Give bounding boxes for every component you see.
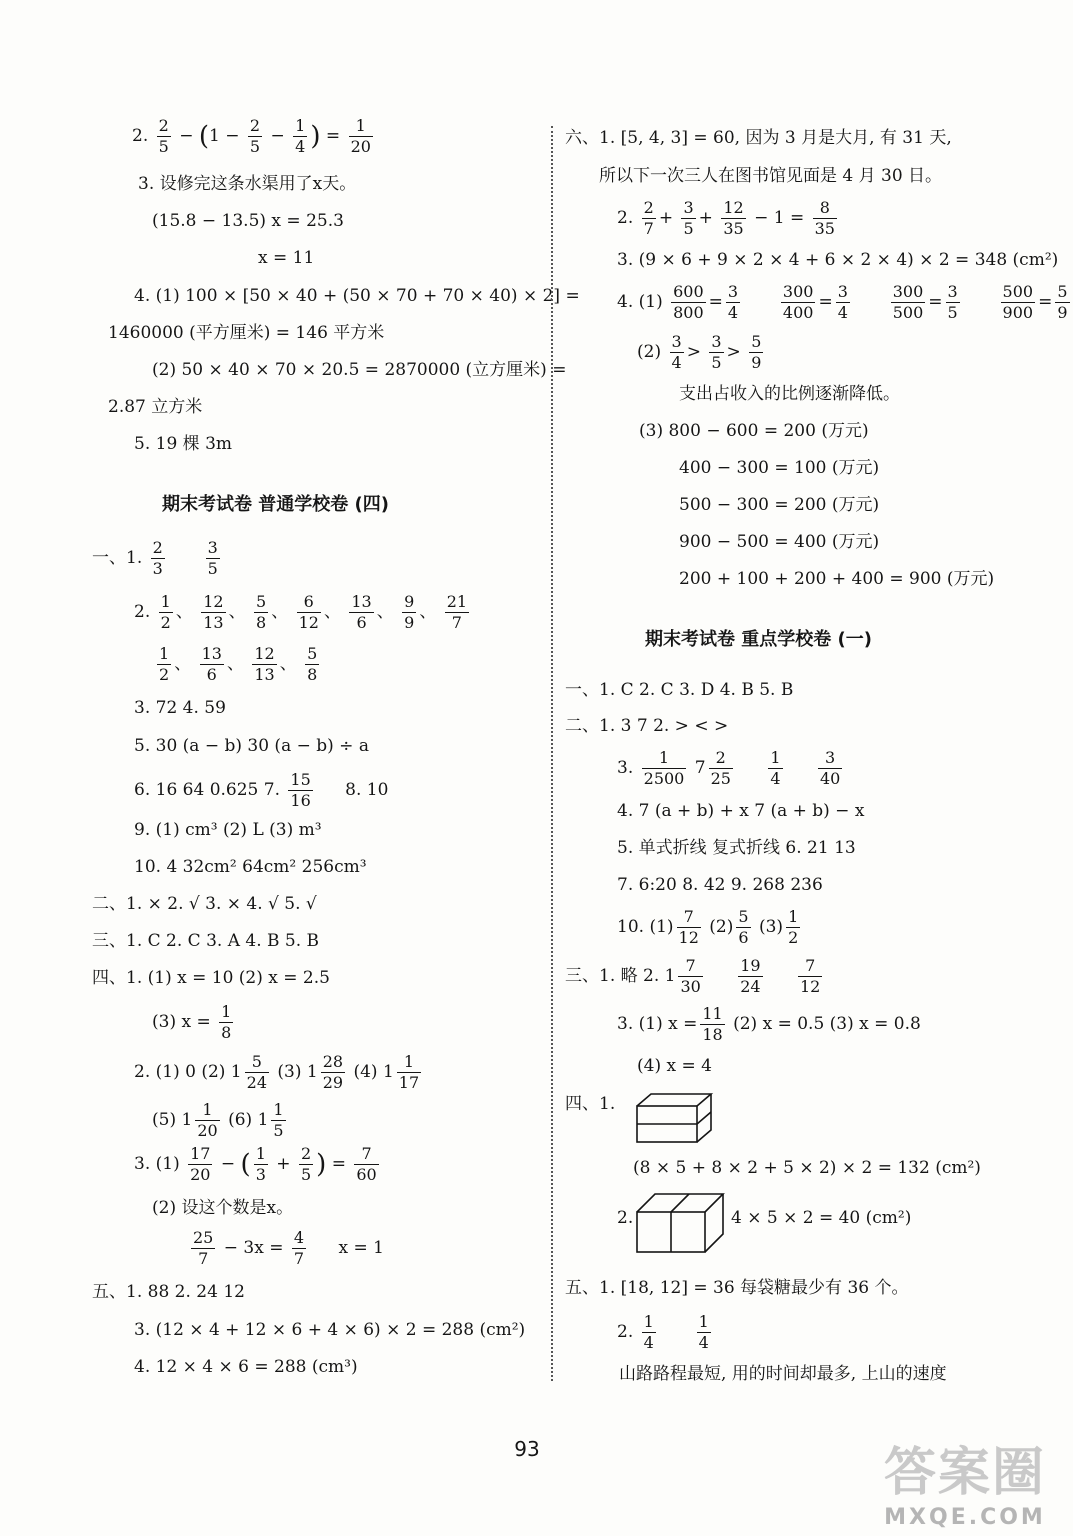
answer-line: (5) 1 $\frac{1}{20}$ (6) 1 $\frac{1}{5}$ (152, 1100, 284, 1140)
answer-line: 7. 6:20 8. 42 9. 268 236 (617, 875, 823, 895)
answer-line: (4) x = 4 (637, 1056, 712, 1076)
answer-line: (3) 800 − 600 = 200 (万元) (639, 421, 869, 441)
fraction: $\frac{2}{3}$ (152, 538, 163, 578)
answer-line: 2. $\frac{1}{4}$ $\frac{1}{4}$ (617, 1312, 709, 1352)
answer-line: 2. $\frac{1}{2}$ 、 $\frac{12}{13}$ 、 $\frac{5}{8}$ 、 $\frac{6}{12}$ 、 $\frac{13}{6}$ 、 $\frac{9}{9}$ 、 $\frac{21}{7}$ (134, 592, 468, 632)
section-title: 期末考试卷 普通学校卷 (四) (162, 494, 389, 515)
answer-line: 10. 4 32cm² 64cm² 256cm³ (134, 857, 367, 877)
answer-line: 四、1. (565, 1094, 616, 1114)
answer-line: (2) $\frac{3}{4}$ > $\frac{3}{5}$ > $\frac{5}{9}$ (637, 332, 762, 372)
cuboid-figure (635, 1190, 725, 1254)
answer-line: 900 − 500 = 400 (万元) (679, 532, 880, 552)
answer-line: 4. (1) $\frac{600}{800}$ = $\frac{3}{4}$ $\frac{300}{400}$ = $\frac{3}{4}$ $\frac{300}{500}$ = $\frac{3}{5}$ $\frac{500}{900}$ = $\frac{5}{9}$ (617, 282, 1068, 322)
answer-line: (3) x = $\frac{1}{8}$ (152, 1002, 232, 1042)
answer-line: 3. (12 × 4 + 12 × 6 + 4 × 6) × 2 = 288 (cm²) (134, 1320, 526, 1340)
column-divider (551, 126, 553, 1381)
answer-line: 3. (1) x = $\frac{11}{18}$ (2) x = 0.5 (3) x = 0.8 (617, 1004, 921, 1044)
answer-line: 5. 30 (a − b) 30 (a − b) ÷ a (134, 736, 369, 756)
page-number: 93 (514, 1437, 540, 1461)
answer-line: 10. (1) $\frac{7}{12}$ (2) $\frac{5}{6}$ (3) $\frac{1}{2}$ (617, 907, 799, 947)
watermark-logo: 答案圈 MXQE.COM (883, 1443, 1046, 1530)
cuboid-figure (635, 1092, 715, 1144)
section-title: 期末考试卷 重点学校卷 (一) (645, 629, 872, 650)
answer-line: 六、1. [5, 4, 3] = 60, 因为 3 月是大月, 有 31 天, (565, 128, 952, 148)
answer-line: 500 − 300 = 200 (万元) (679, 495, 880, 515)
answer-line: 5. 单式折线 复式折线 6. 21 13 (617, 838, 856, 858)
answer-line: 二、1. 3 7 2. > < > (565, 716, 729, 736)
fraction: $\frac{2}{5}$ (158, 116, 169, 156)
answer-line: 三、1. 略 2. 1 $\frac{7}{30}$ $\frac{19}{24}$ $\frac{7}{12}$ (565, 956, 821, 996)
answer-line: 3. (1) $\frac{17}{20}$ − ( $\frac{1}{3}$ + $\frac{2}{5}$ ) = $\frac{7}{60}$ (134, 1144, 377, 1184)
answer-line: 4. 7 (a + b) + x 7 (a + b) − x (617, 801, 865, 821)
answer-2-equation: 2. $\frac{2}{5}$ − (1 − $\frac{2}{5}$ − $\frac{1}{4}$ ) = $\frac{1}{20}$ (132, 116, 371, 156)
answer-line: 4. (1) 100 × [50 × 40 + (50 × 70 + 70 × 40) × 2] = (134, 286, 580, 306)
answer-line: (15.8 − 13.5) x = 25.3 (152, 211, 344, 231)
answer-line: $\frac{25}{7}$ − 3x = $\frac{4}{7}$ x = 1 (193, 1228, 384, 1268)
answer-line: (8 × 5 + 8 × 2 + 5 × 2) × 2 = 132 (cm²) (633, 1158, 981, 1178)
fraction: $\frac{3}{5}$ (207, 538, 218, 578)
answer-line: $\frac{1}{2}$ 、 $\frac{13}{6}$ 、 $\frac{12}{13}$ 、 $\frac{5}{8}$ (159, 644, 318, 684)
answer-line: 3. 设修完这条水渠用了x天。 (138, 174, 357, 194)
answer-line: 所以下一次三人在图书馆见面是 4 月 30 日。 (599, 166, 943, 186)
answer-line: 6. 16 64 0.625 7. $\frac{15}{16}$ 8. 10 (134, 770, 389, 810)
answer-line: 400 − 300 = 100 (万元) (679, 458, 880, 478)
answer-line: 9. (1) cm³ (2) L (3) m³ (134, 820, 322, 840)
answer-line: 1460000 (平方厘米) = 146 平方米 (108, 323, 385, 343)
answer-line: (2) 设这个数是x。 (152, 1198, 294, 1218)
answer-line: 一、1. C 2. C 3. D 4. B 5. B (565, 680, 794, 700)
answer-line: 四、1. (1) x = 10 (2) x = 2.5 (92, 968, 330, 988)
answer-line: (2) 50 × 40 × 70 × 20.5 = 2870000 (立方厘米) = (152, 360, 567, 380)
answer-line: 支出占收入的比例逐渐降低。 (679, 384, 900, 404)
answer-line: 2. $\frac{2}{7}$ + $\frac{3}{5}$ + $\frac{12}{35}$ − 1 = $\frac{8}{35}$ (617, 198, 835, 238)
answer-line: 2. (617, 1208, 634, 1228)
answer-line: 五、1. 88 2. 24 12 (92, 1282, 245, 1302)
fraction: $\frac{1}{4}$ (295, 116, 306, 156)
answer-line: 三、1. C 2. C 3. A 4. B 5. B (92, 931, 320, 951)
fraction: $\frac{1}{20}$ (350, 116, 371, 156)
answer-line: 200 + 100 + 200 + 400 = 900 (万元) (679, 569, 995, 589)
answer-line: 3. $\frac{1}{2500}$ 7 2 25 $\frac{1}{4}$ $\frac{3}{40}$ (617, 748, 841, 788)
answer-line: 3. (9 × 6 + 9 × 2 × 4 + 6 × 2 × 4) × 2 = 348 (cm²) (617, 250, 1059, 270)
answer-line: 4 × 5 × 2 = 40 (cm²) (731, 1208, 912, 1228)
answer-line: 五、1. [18, 12] = 36 每袋糖最少有 36 个。 (565, 1278, 909, 1298)
answer-line: 5. 19 棵 3m (134, 434, 232, 454)
answer-line: x = 11 (258, 248, 315, 268)
answer-line: 4. 12 × 4 × 6 = 288 (cm³) (134, 1357, 358, 1377)
fraction: $\frac{2}{5}$ (249, 116, 261, 156)
answer-line: 3. 72 4. 59 (134, 698, 226, 718)
answer-line: 山路路程最短, 用的时间却最多, 上山的速度 (619, 1364, 947, 1384)
answer-line: 二、1. × 2. √ 3. × 4. √ 5. √ (92, 894, 317, 914)
answer-line: 一、1. $\frac{2}{3}$ $\frac{3}{5}$ (92, 538, 218, 578)
answer-line: 2. (1) 0 (2) 1 $\frac{5}{24}$ (3) 1 $\frac{28}{29}$ (4) 1 $\frac{1}{17}$ (134, 1052, 420, 1092)
answer-line: 2.87 立方米 (108, 397, 203, 417)
